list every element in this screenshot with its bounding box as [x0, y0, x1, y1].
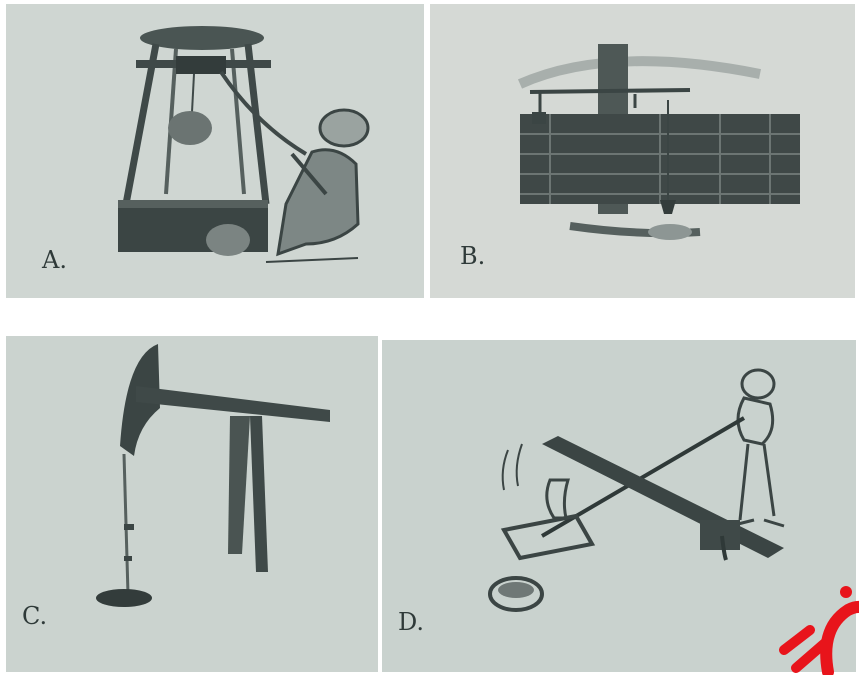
option-label-a: A. — [42, 246, 67, 274]
option-label-c: C. — [22, 602, 48, 630]
option-label-b: B. — [460, 242, 486, 270]
pumpjack-drawing — [6, 336, 378, 672]
well-drawing — [6, 4, 424, 298]
shaduf-drawing — [430, 4, 855, 298]
watermark-logo — [770, 580, 859, 675]
option-label-d: D. — [398, 608, 425, 636]
panel-a-well-illustration — [6, 4, 424, 298]
panel-b-well-illustration — [430, 4, 855, 298]
panel-c-pump-illustration — [6, 336, 378, 672]
